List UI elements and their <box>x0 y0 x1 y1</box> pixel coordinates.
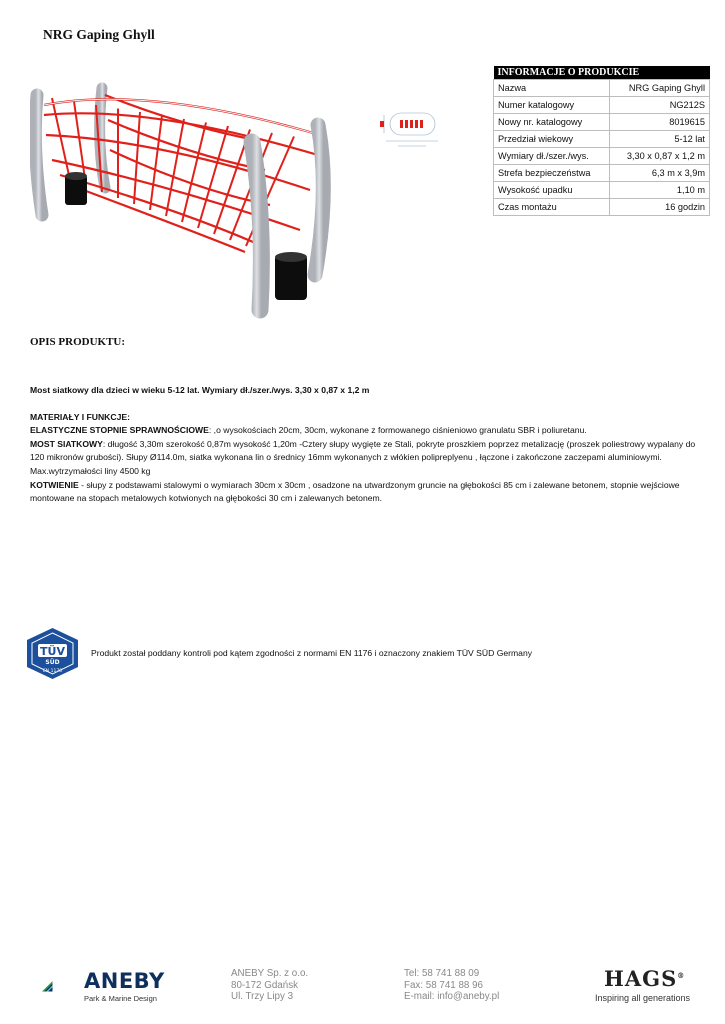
product-image <box>30 80 340 325</box>
table-row: Przedział wiekowy 5-12 lat <box>494 131 710 148</box>
table-row: Czas montażu 16 godzin <box>494 199 710 216</box>
materials-heading: MATERIAŁY I FUNKCJE: <box>30 411 130 422</box>
aneby-tagline: Park & Marine Design <box>84 994 157 1003</box>
product-description: Most siatkowy dla dzieci w wieku 5-12 lat. Wymiary dł./szer./wys. 3,30 x 0,87 x 1,2 m MATERIAŁY I FUNKCJE: ELASTYCZNE STOPNIE SPRAWNOŚCIOWE: ,o wysokościach 20cm, 30cm, wykonane z formowanego ciśnieniowo granulatu SBR i poliuretanu. MOST SIATKOWY: długość 3,30m szerokość 0,87m wysokość 1,20m -Cztery słupy wygięte ze Stali, pokryte proszkiem poprzez metalizację (proszek poliestrowy wypalany do 120 mikronów grubości). Słupy Ø114.0m, siatka wykonana lin o średnicy 16mm wykonanych z włókien polipreplyenu , łączone i zakończone zaczepami aluminiowymi. Max.wytrzymałości liny 4500 kg KOTWIENIE - słupy z podstawami stalowymi o wymiarach 30cm x 30cm , osadzone na utwardzonym gruncie na głębokości 85 cm i zalewane betonem, stopnie wejściowe montowane na stopach metalowych kotwionych na głębokości 30 cm i zalewanych betonem. <box>30 385 696 504</box>
technical-drawing <box>378 105 446 150</box>
tuv-sud-badge-icon <box>25 627 80 680</box>
table-row: Strefa bezpieczeństwa 6,3 m x 3,9m <box>494 165 710 182</box>
company-contact: Tel: 58 741 88 09 Fax: 58 741 88 96 E-mail: info@aneby.pl <box>404 968 500 1002</box>
info-table-header: INFORMACJE O PRODUKCIE <box>494 66 710 80</box>
hags-tagline: Inspiring all generations <box>595 993 691 1003</box>
svg-text:SÜD: SÜD <box>45 659 60 666</box>
certification-text: Produkt został poddany kontroli pod kątem zgodności z normami EN 1176 i oznaczony znakiem TÜV SÜD Germany <box>91 648 533 658</box>
table-row: Nazwa NRG Gaping Ghyll <box>494 80 710 97</box>
company-address: ANEBY Sp. z o.o. 80-172 Gdańsk Ul. Trzy Lipy 3 <box>231 968 309 1002</box>
table-row: Wysokość upadku 1,10 m <box>494 182 710 199</box>
aneby-name: ANEBY <box>84 969 165 993</box>
svg-text:TÜV: TÜV <box>40 645 65 658</box>
aneby-logo-icon <box>42 966 82 1006</box>
description-heading: OPIS PRODUKTU: <box>30 336 126 348</box>
table-row: Nowy nr. katalogowy 8019615 <box>494 114 710 131</box>
product-title: NRG Gaping Ghyll <box>43 27 155 42</box>
hags-logo: HAGS® <box>604 966 686 991</box>
svg-text:EN 1176: EN 1176 <box>42 669 63 674</box>
table-row: Wymiary dł./szer./wys. 3,30 x 0,87 x 1,2 m <box>494 148 710 165</box>
product-info-table <box>493 66 710 216</box>
summary-text: Most siatkowy dla dzieci w wieku 5-12 lat. Wymiary dł./szer./wys. 3,30 x 0,87 x 1,2 m <box>30 385 370 395</box>
email-link[interactable]: E-mail: info@aneby.pl <box>404 991 500 1002</box>
table-row: Numer katalogowy NG212S <box>494 97 710 114</box>
